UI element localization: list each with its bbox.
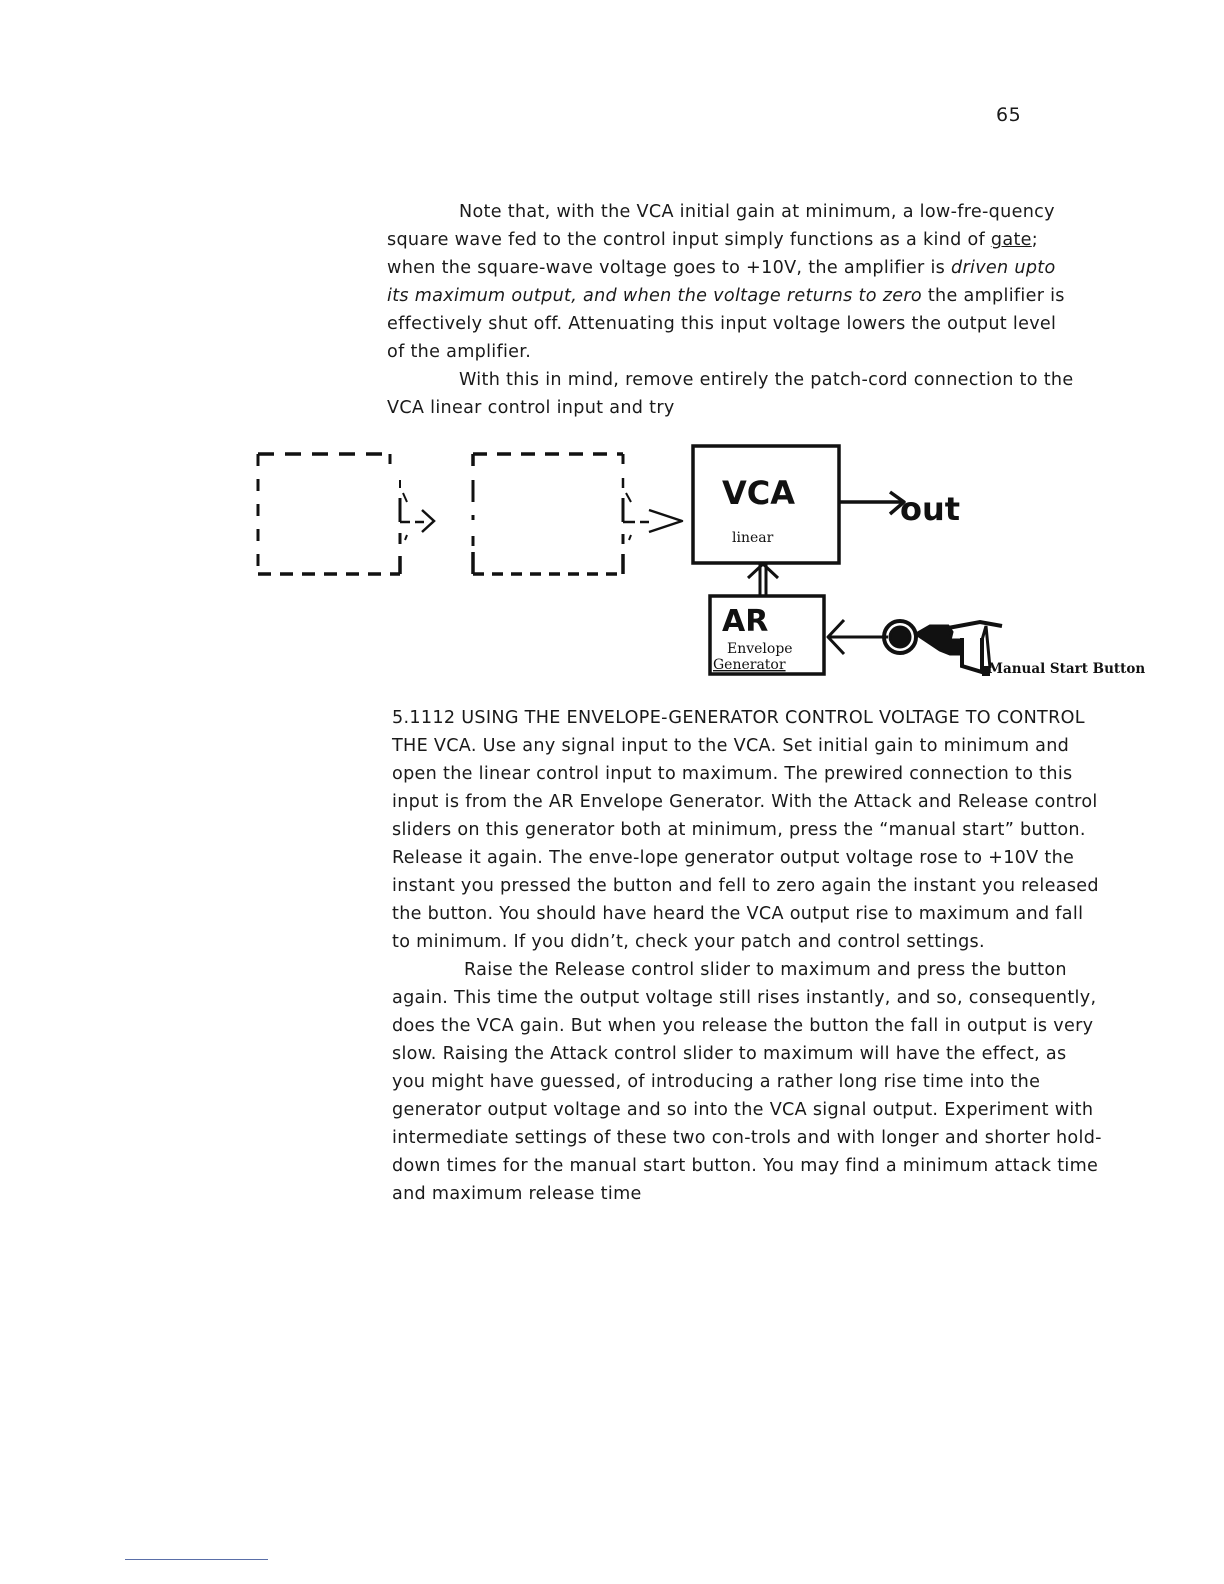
gate-sentence-middle: ; when the square-wave voltage goes to +10V, the amplifier is — [387, 230, 1038, 278]
manual-start-button-label: Manual Start Button — [988, 661, 1146, 677]
section-paragraph-1 — [392, 704, 1102, 956]
output-arrow — [839, 492, 904, 514]
optional-module-box-1 — [258, 454, 400, 574]
vca-title: VCA — [722, 474, 796, 512]
gate-word: gate — [990, 230, 1032, 250]
footnote-rule — [125, 1559, 268, 1560]
gate-sentence-end: the amplifier is effectively shut off. Attenuating this input voltage lowers the output level of the amplifier. — [387, 286, 1065, 362]
intro-text — [387, 198, 1077, 422]
patch-diagram — [240, 440, 1160, 690]
section-heading: 5.1112 USING THE ENVELOPE-GENERATOR CONTROL VOLTAGE TO CONTROL THE VCA. — [392, 708, 1085, 756]
paragraph-gate-explanation — [387, 198, 1077, 366]
gate-sentence-start: Note that, with the VCA initial gain at minimum, a low-fre-quency square wave fed to the control input simply functions as a kind of — [387, 202, 1055, 250]
patch-arrow-2 — [623, 493, 682, 540]
manual-start-arrow — [828, 620, 888, 654]
output-label: out — [900, 490, 961, 528]
ar-envelope-label: Envelope — [727, 641, 793, 657]
patch-arrow-1 — [400, 493, 434, 540]
optional-module-box-2 — [473, 454, 623, 574]
ar-generator-label: Generator — [713, 657, 786, 673]
ar-to-vca-arrow — [748, 563, 778, 596]
ar-title: AR — [722, 604, 769, 639]
section-paragraph-2: Raise the Release control slider to maximum and press the button again. This time the output voltage still rises instantly, and so, consequently, does the VCA gain. But when you release the button the fall in output is very slow. Raising the Attack control slider to maximum will have the effect, as you might have guessed, of introducing a rather long rise time into the generator output voltage and so into the VCA signal output. Experiment with intermediate settings of these two con-trols and with longer and shorter hold-down times for the manual start button. You may find a minimum attack time and maximum release time — [392, 960, 1102, 1204]
section-body-1: Use any signal input to the VCA. Set initial gain to minimum and open the linear control input to maximum. The prewired connection to this input is from the AR Envelope Generator. With the Attack and Release control sliders on this generator both at minimum, press the “manual start” button. Release it again. The enve-lope generator output voltage rose to +10V the instant you pressed the button and fell to zero again the instant you released the button. You should have heard the VCA output rise to maximum and fall to minimum. If you didn’t, check your patch and control settings. — [392, 736, 1099, 952]
vca-linear-label: linear — [732, 530, 774, 546]
page-number: 65 — [996, 104, 1022, 126]
gate-sentence-italic: driven upto its maximum output, and when the voltage returns to zero — [387, 258, 1056, 306]
paragraph-patch-instruction: With this in mind, remove entirely the patch-cord connection to the VCA linear control input and try — [387, 370, 1074, 418]
section-5-1112 — [392, 704, 1102, 1208]
pointing-hand-icon — [884, 621, 1002, 676]
